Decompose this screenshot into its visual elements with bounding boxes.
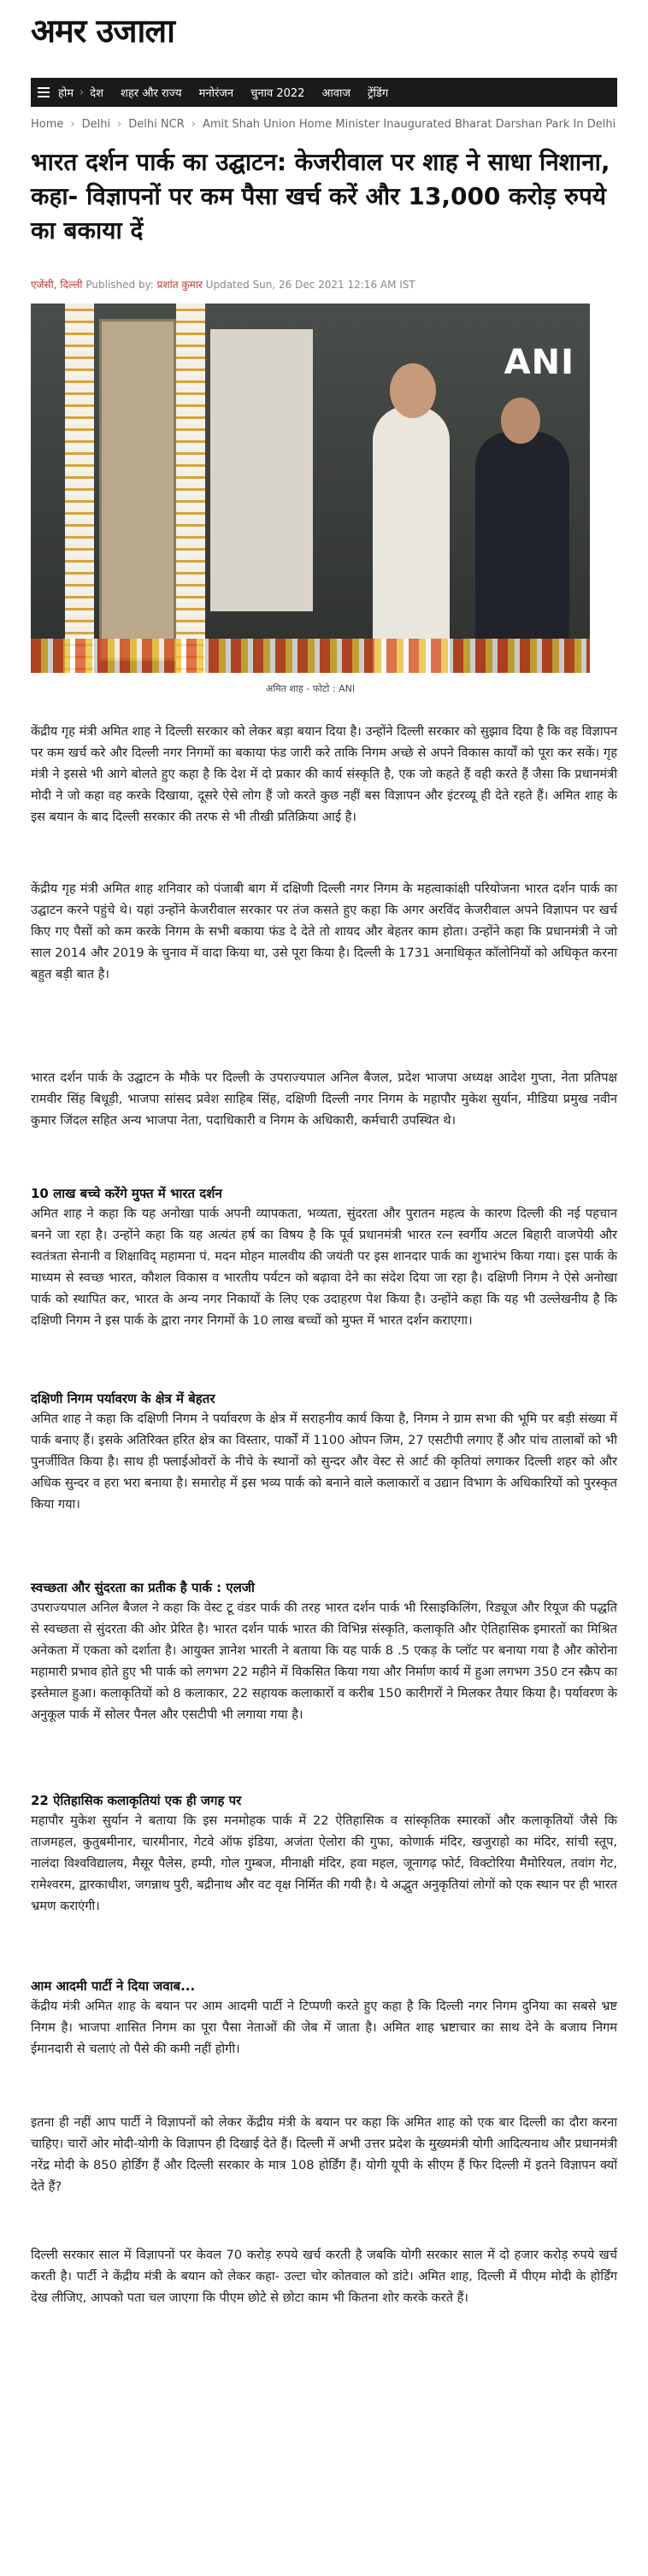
breadcrumb-separator: › [70, 118, 75, 131]
photo-person-head [501, 398, 540, 444]
site-logo[interactable]: अमर उजाला [31, 11, 174, 50]
section-text: केंद्रीय मंत्री अमित शाह के बयान पर आम आदमी पार्टी ने टिप्पणी करते हुए कहा है कि दिल्ली नगर निगम दुनिया का सबसे भ्रष्ट निगम है। भाजपा शासित निगम का पूरा पैसा नेताओं की जेब में जाता है। अमित शाह भ्रष्टाचार का साथ देने के बजाय निगम ईमानदारी से चलाएं तो पैसे की कमी नहीं होगी। [31, 1999, 617, 2056]
photo-person [475, 432, 569, 673]
nav-item-entertainment[interactable]: मनोरंजन [198, 87, 234, 100]
photo-caption: अमित शाह - फोटो : ANI [265, 683, 356, 694]
photo-person-head [390, 363, 436, 418]
menu-icon[interactable] [38, 87, 50, 97]
section-text: महापौर मुकेश सुर्यान ने बताया कि इस मनमोहक पार्क में 22 ऐतिहासिक व सांस्कृतिक स्मारकों और कलाकृतियों जैसे कि ताजमहल, कुतुबमीनार, चारमीनार, गेटवे ऑफ इंडिया, अजंता ऐलोरा की गुफा, कोणार्क मंदिर, खजुराहो का मंदिर, सांची स्तूप, नालंदा विश्वविद्यालय, मैसूर पैलेस, हम्पी, गोल गुम्बज, मीनाक्षी मंदिर, हवा महल, जूनागढ़ फोर्ट, विक्टोरिया मैमोरियल, तवांग गेट, रामेश्वरम, द्वारकाधीश, जगन्नाथ पुरी, बद्रीनाथ और वट वृक्ष निर्मित की गयी है। ये अद्भुत अनुकृतियां लोगों को एक स्थान पर ही भारत भ्रमण कराएंगी। [31, 1813, 617, 1913]
byline-author[interactable]: प्रशांत कुमार [156, 279, 203, 291]
breadcrumb-separator: › [191, 118, 196, 131]
nav-home-label: होम [58, 87, 74, 100]
nav-item-desh[interactable]: देश [90, 87, 103, 100]
byline [31, 277, 415, 292]
photo-watermark: ANI [504, 343, 574, 382]
section-heading: 10 लाख बच्चे करेंगे मुफ्त में भारत दर्शन [31, 1186, 222, 1201]
section-heading: दक्षिणी निगम पर्यावरण के क्षेत्र में बेहतर [31, 1391, 215, 1406]
nav-separator: › [80, 85, 85, 99]
nav-home[interactable] [38, 85, 74, 100]
nav-item-trending[interactable]: ट्रेंडिंग [367, 87, 389, 100]
byline-updated: Updated Sun, 26 Dec 2021 12:16 AM IST [205, 279, 415, 291]
section-heading: स्वच्छता और सुंदरता का प्रतीक है पार्क : एलजी [31, 1580, 255, 1595]
byline-agency[interactable]: एजेंसी, दिल्ली [31, 279, 83, 291]
section-text: अमित शाह ने कहा कि दक्षिणी निगम ने पर्यावरण के क्षेत्र में सराहनीय कार्य किया है, निगम ने ग्राम सभा की भूमि पर बड़ी संख्या में पार्क बनाए हैं। इसके अतिरिक्त हरित क्षेत्र का विस्तार, पार्कों में 1100 ओपन जिम, 27 एसटीपी लगाए हैं और पांच तालाबों को भी पुनर्जीवित किया है। साथ ही फ्लाईओवरों के नीचे के स्थानों को सुन्दर और वेस्ट से आर्ट की कृतियां लगाकर दिल्ली शहर को और अधिक सुन्दर व हरा भरा बनाया है। समारोह में इस भव्य पार्क को बनाने वाले कलाकारों व उद्यान विभाग के अधिकारियों को पुरस्कृत किया गया। [31, 1412, 617, 1512]
nav-item-election[interactable]: चुनाव 2022 [250, 87, 305, 100]
paragraph: केंद्रीय गृह मंत्री अमित शाह शनिवार को पंजाबी बाग में दक्षिणी दिल्ली नगर निगम के महत्वाकांक्षी परियोजना भारत दर्शन पार्क का उद्घाटन करने पहुंचे थे। यहां उन्होंने केजरीवाल सरकार पर तंज कसते हुए कहा कि अगर अरविंद केजरीवाल अपने विज्ञापन पर खर्च किए गए पैसों को कम करके निगम के सभी बकाया फंड दे देते तो शायद और बेहतर काम होता। उन्होंने कहा कि प्रधानमंत्री ने जो साल 2014 और 2019 के चुनाव में वादा किया था, उसे पूरा किया है। दिल्ली के 1731 अनाधिकृत कॉलोनियों को अधिकृत करना बहुत बड़ी बात है। [31, 881, 618, 981]
photo-panel [210, 329, 313, 611]
photo-garland [176, 304, 205, 673]
paragraph: भारत दर्शन पार्क के उद्घाटन के मौके पर दिल्ली के उपराज्यपाल अनिल बैजल, प्रदेश भाजपा अध्यक्ष आदेश गुप्ता, नेता प्रतिपक्ष रामवीर सिंह बिधूड़ी, भाजपा सांसद प्रवेश साहिब सिंह, दक्षिणी दिल्ली नगर निगम के महापौर मुकेश सुर्यान, मीडिया प्रमुख नवीन कुमार जिंदल सहित अन्य भाजपा नेता, पदाधिकारी व निगम के अधिकारी, कर्मचारी उपस्थित थे। [31, 1070, 617, 1128]
breadcrumb-separator: › [117, 118, 122, 131]
paragraph: इतना ही नहीं आप पार्टी ने विज्ञापनों को लेकर केंद्रीय मंत्री के बयान पर कहा कि अमित शाह को एक बार दिल्ली का दौरा करना चाहिए। चारों ओर मोदी-योगी के विज्ञापन ही दिखाई देते हैं। दिल्ली में अभी उत्तर प्रदेश के मुख्यमंत्री योगी आदित्यनाथ और प्रधानमंत्री नरेंद्र मोदी के 850 होर्डिंग हैं और दिल्ली सरकार के मात्र 108 होर्डिंग हैं। योगी यूपी के सीएम हैं फिर दिल्ली में इतने विज्ञापन क्यों देते हैं? [31, 2115, 617, 2194]
breadcrumb-current: Amit Shah Union Home Minister Inaugurated Bharat Darshan Park In Delhi [202, 118, 616, 131]
byline-published-label: Published by: [85, 279, 154, 291]
nav-item-city-state[interactable]: शहर और राज्य [121, 87, 182, 100]
breadcrumb-home[interactable]: Home [31, 118, 64, 131]
breadcrumb [31, 118, 616, 131]
article-photo [31, 304, 590, 673]
section-text: अमित शाह ने कहा कि यह अनोखा पार्क अपनी व्यापकता, भव्यता, सुंदरता और पुरातन महत्व के कारण दिल्ली की नई पहचान बनने जा रहा है। उन्होंने कहा कि यह अत्यंत हर्ष का विषय है कि पूर्व प्रधानमंत्री भारत रत्न स्वर्गीय अटल बिहारी वाजपेयी और स्वतंत्रता सेनानी व शिक्षाविद् महामना पं. मदन मोहन मालवीय की जयंती पर इस शानदार पार्क का शुभारंभ किया गया। इस पार्क के माध्यम से स्वच्छ भारत, कौशल विकास व भारतीय पर्यटन को बढ़ावा देने का संदेश दिया जा रहा है। दक्षिणी निगम ने ऐसे अनोखा पार्क को स्थापित कर, भारत के अन्य नगर निकायों के लिए एक उदाहरण पेश किया है। उन्होंने कहा कि यह भी उल्लेखनीय है कि दक्षिणी निगम ने इस पार्क के द्वारा नगर निगमों के 10 लाख बच्चों को मुफ्त में भारत दर्शन कराएगा। [31, 1206, 617, 1328]
photo-person [373, 406, 450, 673]
paragraph: केंद्रीय गृह मंत्री अमित शाह ने दिल्ली सरकार को लेकर बड़ा बयान दिया है। उन्होंने दिल्ली सरकार को सुझाव दिया है कि वह विज्ञापन पर कम खर्च करे और दिल्ली नगर निगमों का बकाया फंड जारी करे ताकि निगम अच्छे से अपने विकास कार्यों को पूरा कर सकें। गृह मंत्री ने इससे भी आगे बोलते हुए कहा है कि देश में दो प्रकार की कार्य संस्कृति है, एक जो कहते हैं वही करते हैं जैसा कि प्रधानमंत्री मोदी ने जो कहा वह करके दिखाया, दूसरे ऐसे लोग हैं जो करते कुछ नहीं बस विज्ञापन और इंटरव्यू ही देते रहते हैं। अमित शाह के इस बयान के बाद दिल्ली सरकार की तरफ से भी तीखी प्रतिक्रिया आई है। [31, 724, 617, 824]
photo-garland [65, 304, 94, 673]
section-text: उपराज्यपाल अनिल बैजल ने कहा कि वेस्ट टू वंडर पार्क की तरह भारत दर्शन पार्क भी रिसाइकिलिंग, रिड्यूज और रियूज की पद्धति से स्वच्छता से सुंदरता की ओर प्रेरित है। भारत दर्शन पार्क भारत की विभिन्न संस्कृति, कलाकृति और ऐतिहासिक इमारतों का मिश्रित अनेकता में एकता को दर्शाता है। आयुक्त ज्ञानेश भारती ने बताया कि यह पार्क 8 .5 एकड़ के प्लॉट पर बनाया गया है और कोरोना महामारी प्रभाव होते हुए भी पार्क को लगभग 22 महीने में विकसित किया गया और निर्माण कार्य में हुआ लगभग 350 टन स्क्रैप का इस्तेमाल हुआ। कलाकृतियों को 8 कलाकार, 22 सहायक कलाकारों व करीब 150 कारीगरों ने मिलकर तैयार किया है। पर्यावरण के अनुकूल पार्क में सोलर पैनल और एसटीपी भी लगाया गया है। [31, 1600, 617, 1722]
section-heading: आम आदमी पार्टी ने दिया जवाब... [31, 1978, 196, 1994]
breadcrumb-delhi-ncr[interactable]: Delhi NCR [128, 118, 185, 131]
article-headline: भारत दर्शन पार्क का उद्घाटन: केजरीवाल पर शाह ने साधा निशाना, कहा- विज्ञापनों पर कम पैसा खर्च करें और 13,000 करोड़ रुपये का बकाया दें [31, 148, 610, 245]
section-heading: 22 ऐतिहासिक कलाकृतियां एक ही जगह पर [31, 1793, 242, 1808]
photo-flowers [31, 639, 590, 673]
breadcrumb-delhi[interactable]: Delhi [81, 118, 111, 131]
nav-item-awaaz[interactable]: आवाज [321, 87, 351, 100]
photo-plaque [99, 319, 176, 661]
paragraph: दिल्ली सरकार साल में विज्ञापनों पर केवल 70 करोड़ रुपये खर्च करती है जबकि योगी सरकार साल में दो हजार करोड़ रुपये खर्च करती है। पार्टी ने केंद्रीय मंत्री के बयान को लेकर कहा- उल्टा चोर कोतवाल को डांटे। अमित शाह, दिल्ली में पीएम मोदी के होर्डिंग देख लीजिए, आपको पता चल जाएगा कि पीएम छोटे से छोटा काम भी कितना शोर करके करते हैं। [31, 2248, 617, 2305]
main-nav [31, 78, 617, 107]
masthead [0, 0, 648, 68]
